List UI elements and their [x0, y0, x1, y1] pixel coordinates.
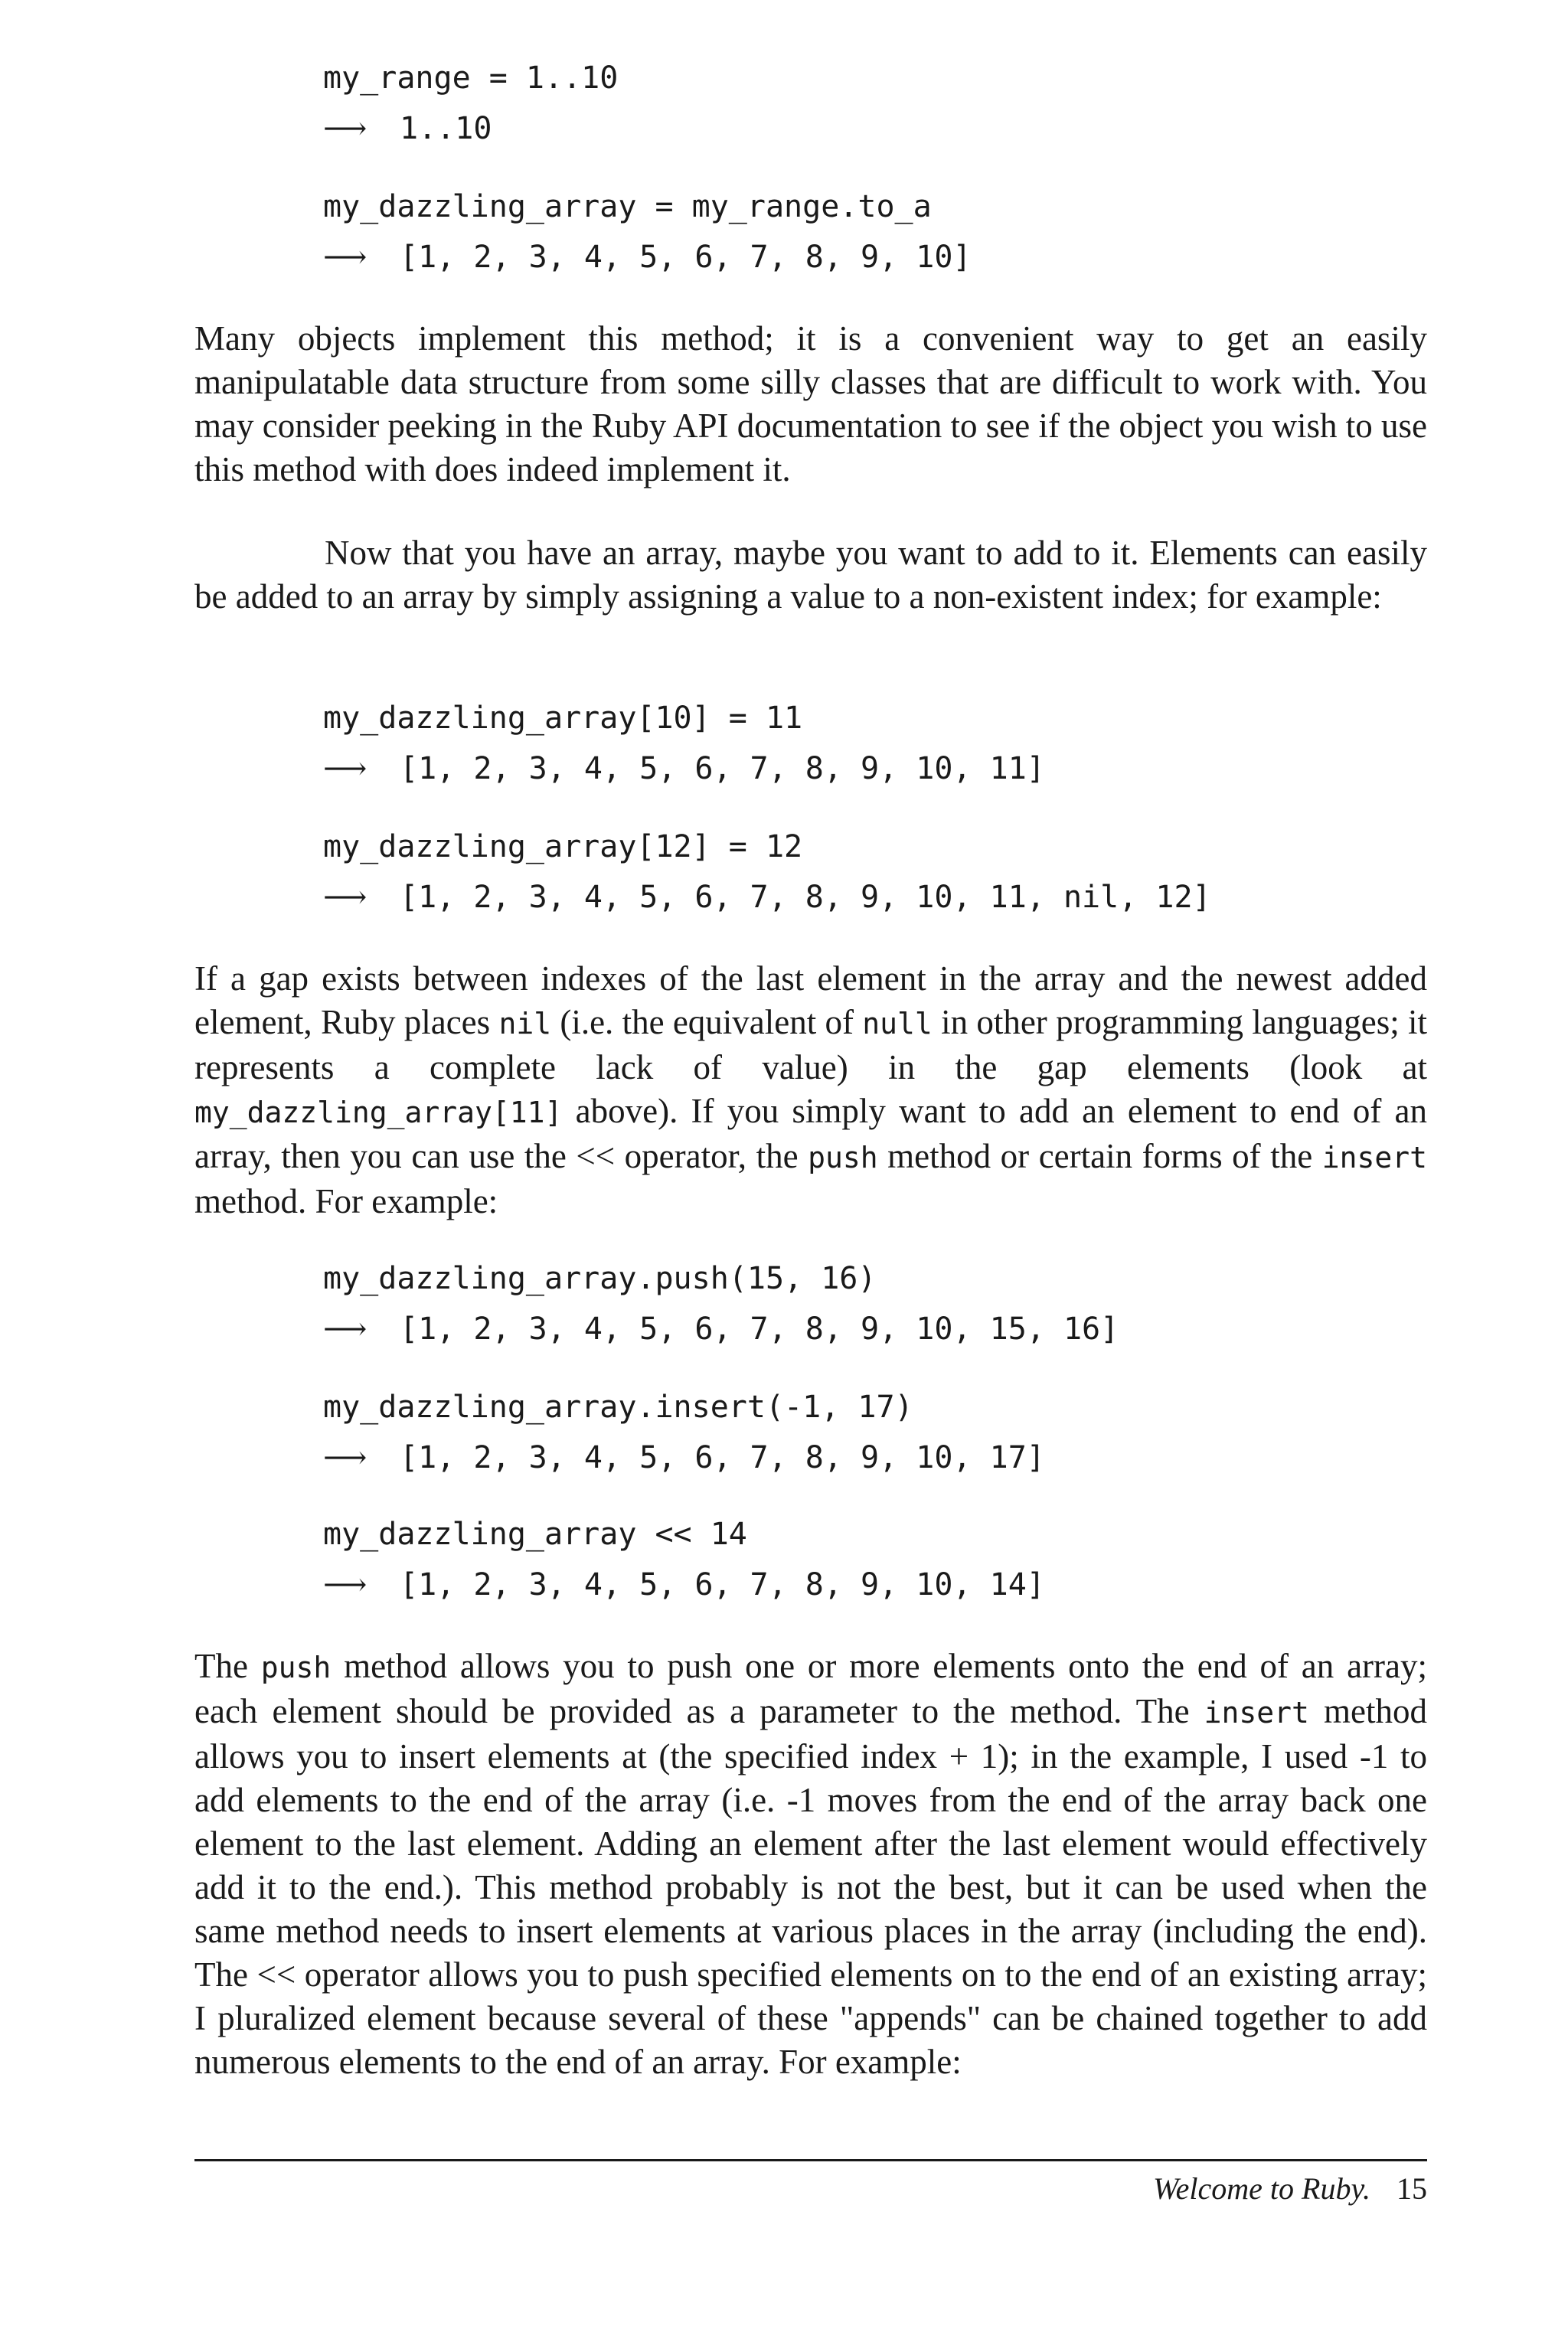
- code-result: [323, 750, 1045, 787]
- arrow-icon: ⟶: [323, 751, 368, 786]
- arrow-icon: ⟶: [323, 111, 368, 146]
- arrow-icon: ⟶: [323, 1312, 368, 1347]
- result-value: [1, 2, 3, 4, 5, 6, 7, 8, 9, 10]: [400, 240, 972, 275]
- result-value: [1, 2, 3, 4, 5, 6, 7, 8, 9, 10, 11]: [400, 751, 1045, 786]
- inline-code: nil: [498, 1007, 552, 1040]
- code-line: my_dazzling_array.insert(-1, 17): [323, 1390, 913, 1425]
- text-run: in other programming languages; it represents a complete lack of value) in the gap elements (look at: [194, 1003, 1427, 1086]
- running-title: Welcome to Ruby.: [1152, 2171, 1370, 2206]
- result-value: [1, 2, 3, 4, 5, 6, 7, 8, 9, 10, 17]: [400, 1440, 1045, 1475]
- code-result: [323, 1311, 1119, 1348]
- text-run: method. For example:: [194, 1182, 498, 1220]
- result-value: [1, 2, 3, 4, 5, 6, 7, 8, 9, 10, 11, nil, 12]: [400, 880, 1211, 915]
- text-run: method or certain forms of the: [877, 1137, 1322, 1175]
- inline-code: null: [862, 1007, 933, 1040]
- text-run: The: [194, 1647, 261, 1685]
- result-value: [1, 2, 3, 4, 5, 6, 7, 8, 9, 10, 14]: [400, 1567, 1045, 1602]
- code-line: my_dazzling_array[10] = 11: [323, 701, 803, 736]
- code-line: my_dazzling_array << 14: [323, 1517, 747, 1552]
- code-line: my_dazzling_array.push(15, 16): [323, 1261, 877, 1296]
- code-result: [323, 1566, 1045, 1603]
- text-run: method allows you to insert elements at (the specified index + 1); in the example, I used -1 to add elements to the end of the array (i.e. -1 moves from the end of the array back one element to the last element. Adding an element after the last element would effectively add it to the end.). This method probably is not the best, but it can be used when the same method needs to insert elements at various places in the array (including the end). The << operator allows you to push specified elements on to the end of an existing array; I pluralized element because several of these "appends" can be chained together to add numerous elements to the end of an array. For example:: [194, 1692, 1427, 2081]
- text-run: above). If you simply want to add an element to end of an array, then you can use the << operator, the: [194, 1092, 1427, 1175]
- inline-code: my_dazzling_array[11]: [194, 1096, 563, 1129]
- arrow-icon: ⟶: [323, 1567, 368, 1602]
- arrow-icon: ⟶: [323, 880, 368, 915]
- paragraph-gap: [194, 957, 1427, 1223]
- page-number: 15: [1396, 2171, 1427, 2206]
- code-line: my_dazzling_array = my_range.to_a: [323, 189, 932, 224]
- paragraph-to-a: Many objects implement this method; it is a convenient way to get an easily manipulatable data structure from some silly classes that are difficult to work with. You may consider peeking in the Ruby API documentation to see if the object you wish to use this method with does indeed implement it.: [194, 319, 1427, 488]
- code-result: [323, 110, 492, 147]
- page-footer: [1153, 2170, 1427, 2208]
- result-value: 1..10: [400, 111, 492, 146]
- text-run: If a gap exists between indexes of the last element in the array and the newest added element, Ruby places: [194, 959, 1427, 1041]
- code-line: my_dazzling_array[12] = 12: [323, 829, 803, 864]
- text-run: method allows you to push one or more elements onto the end of an array; each element should be provided as a parameter to the method. The: [194, 1647, 1427, 1730]
- result-value: [1, 2, 3, 4, 5, 6, 7, 8, 9, 10, 15, 16]: [400, 1312, 1119, 1347]
- paragraph-adding: Now that you have an array, maybe you want to add to it. Elements can easily be added to an array by simply assigning a value to a non-existent index; for example:: [194, 534, 1427, 616]
- text-run: (i.e. the equivalent of: [551, 1003, 863, 1041]
- code-result: [323, 239, 972, 276]
- arrow-icon: ⟶: [323, 1440, 368, 1475]
- inline-code: push: [808, 1141, 878, 1174]
- inline-code: insert: [1321, 1141, 1427, 1174]
- paragraph-push-insert: [194, 1645, 1427, 2084]
- code-result: [323, 1439, 1045, 1476]
- inline-code: push: [260, 1651, 332, 1684]
- inline-code: insert: [1204, 1696, 1309, 1730]
- code-line: my_range = 1..10: [323, 60, 619, 96]
- arrow-icon: ⟶: [323, 240, 368, 275]
- footer-divider: [194, 2159, 1427, 2161]
- code-result: [323, 879, 1211, 916]
